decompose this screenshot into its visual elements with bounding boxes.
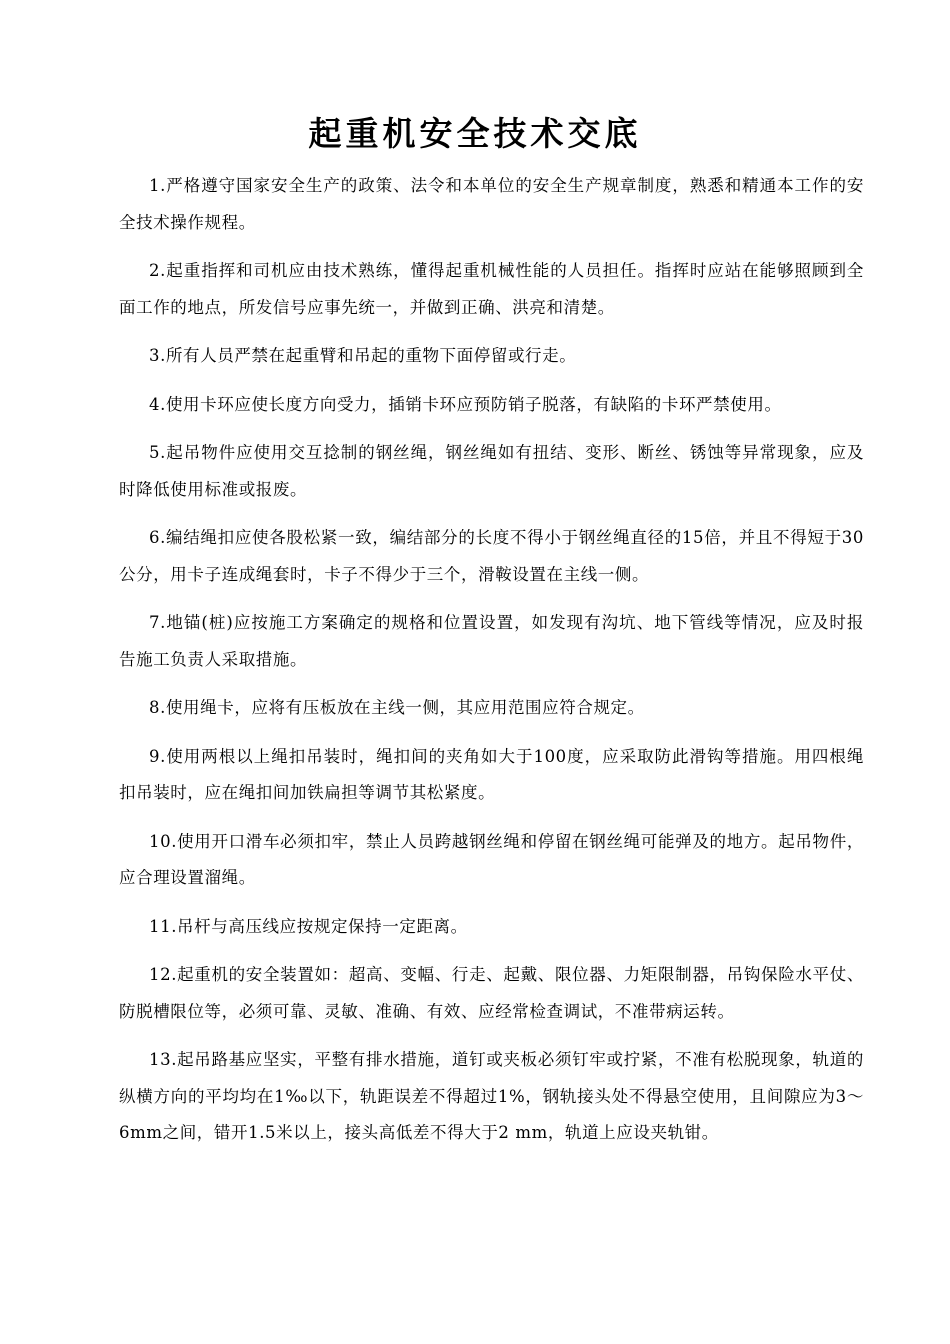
paragraph-13: 13.起吊路基应坚实，平整有排水措施，道钉或夹板必须钉牢或拧紧，不准有松脱现象，轨道的纵横方向的平均均在1‰以下，轨距误差不得超过1%，钢轨接头处不得悬空使用，且间隙应为3～6mm之间，错开1.5米以上，接头高低差不得大于2 mm，轨道上应设夹轨钳。 <box>119 1050 864 1142</box>
paragraph-11: 11.吊杆与高压线应按规定保持一定距离。 <box>149 916 468 936</box>
paragraph-10: 10.使用开口滑车必须扣牢，禁止人员跨越钢丝绳和停留在钢丝绳可能弹及的地方。起吊物件，应合理设置溜绳。 <box>119 831 864 887</box>
document-body <box>119 168 864 1164</box>
paragraph-4: 4.使用卡环应使长度方向受力，插销卡环应预防销子脱落，有缺陷的卡环严禁使用。 <box>149 394 782 414</box>
paragraph-7: 7.地锚(桩)应按施工方案确定的规格和位置设置，如发现有沟坑、地下管线等情况，应及时报告施工负责人采取措施。 <box>119 613 864 669</box>
document-title: 起重机安全技术交底 <box>308 114 642 153</box>
paragraph-12: 12.起重机的安全装置如：超高、变幅、行走、起戴、限位器、力矩限制器，吊钩保险水平仗、防脱槽限位等，必须可靠、灵敏、准确、有效、应经常检查调试，不准带病运转。 <box>119 965 864 1021</box>
paragraph-8: 8.使用绳卡，应将有压板放在主线一侧，其应用范围应符合规定。 <box>149 698 645 717</box>
paragraph-6: 6.编结绳扣应使各股松紧一致，编结部分的长度不得小于钢丝绳直径的15倍，并且不得短于30公分，用卡子连成绳套时，卡子不得少于三个，滑鞍设置在主线一侧。 <box>119 528 864 584</box>
paragraph-2: 2.起重指挥和司机应由技术熟练，懂得起重机械性能的人员担任。指挥时应站在能够照顾到全面工作的地点，所发信号应事先统一，并做到正确、洪亮和清楚。 <box>119 261 864 317</box>
paragraph-3: 3.所有人员严禁在起重臂和吊起的重物下面停留或行走。 <box>149 346 577 365</box>
paragraph-5: 5.起吊物件应使用交互捻制的钢丝绳，钢丝绳如有扭结、变形、断丝、锈蚀等异常现象，应及时降低使用标准或报废。 <box>119 443 864 499</box>
paragraph-9: 9.使用两根以上绳扣吊装时，绳扣间的夹角如大于100度，应采取防此滑钩等措施。用四根绳扣吊装时，应在绳扣间加铁扁担等调节其松紧度。 <box>119 746 864 802</box>
paragraph-1: 1.严格遵守国家安全生产的政策、法令和本单位的安全生产规章制度，熟悉和精通本工作的安全技术操作规程。 <box>119 176 864 232</box>
